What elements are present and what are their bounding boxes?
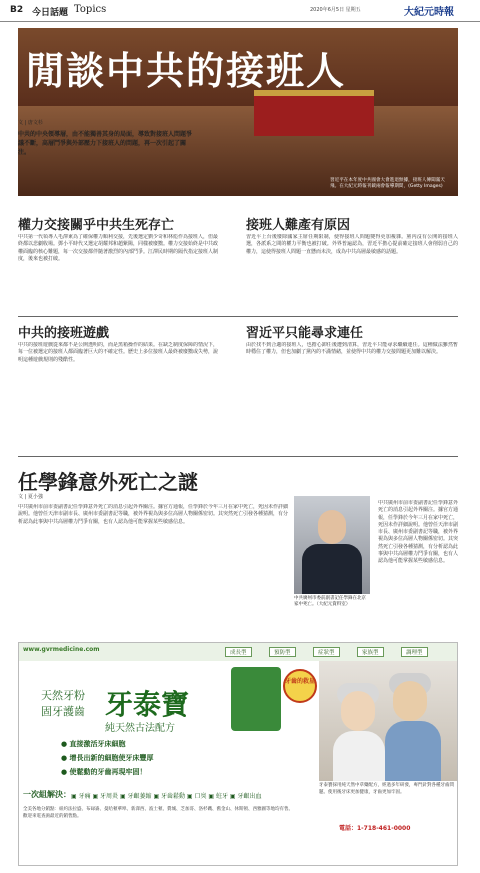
ad-category-pill[interactable]: 症狀型 <box>313 647 340 657</box>
page-number: B2 <box>10 5 24 15</box>
ad-category-pill[interactable]: 預防型 <box>269 647 296 657</box>
ad-website-logo[interactable]: www.gvrmedicine.com <box>23 646 100 653</box>
ad-category-pill[interactable]: 調理型 <box>401 647 428 657</box>
topics-label: Topics <box>74 4 107 15</box>
intro-text: 中共的中央領導層，由不能獨善其身的局面，導致對接班人問題爭議不斷，高層鬥爭與外部壓力下接班人的問題，再一次引起了關注。 <box>18 131 193 156</box>
lead-body: 中共廣州市前市委副書記任學鋒意外死亡的消息引起外界關注。據官方通報，任學鋒於今年三月在家中死亡，死因未作詳細說明。他曾任天津市副市長、廣州市委副書記等職，被外界視為與多位高層人物關係密切。其突然死亡引發各種猜測，有分析認為此事與中共高層權力鬥爭有關，也有人認為他可能掌握某些敏感信息。 <box>18 504 288 525</box>
ad-badge: 牙齒的救星 <box>283 669 317 703</box>
section-heading-1: 權力交接關乎中共生死存亡 <box>18 218 175 233</box>
page-header <box>0 0 480 22</box>
section-heading-2: 接班人難產有原因 <box>246 218 351 233</box>
section-body-4: 由於找不到合適的接班人，也擔心卸任後遭到清算，習近平只能尋求繼續連任。這種做法雖然暫時穩住了權力，但也加劇了黨內的不滿情緒，並使得中共的權力交接問題更加難以解決。 <box>246 342 458 356</box>
face <box>341 691 375 731</box>
newspaper-logo: 大紀元時報 <box>404 7 454 18</box>
ad-description: 牙泰寶採用純天然中草藥配方，經過多年研發，專門針對各種牙齒問題。使用後牙床更加健康，牙齒更加牢固。 <box>319 783 454 795</box>
product-box-image <box>231 667 281 731</box>
section-name: 今日話題 <box>32 8 69 18</box>
ad-symptom-tags: ▣ 牙痛 ▣ 牙周炎 ▣ 牙齦萎縮 ▣ 牙齒鬆動 ▣ 口臭 ▣ 蛀牙 ▣ 牙齦出血 <box>71 793 262 800</box>
ad-topbar <box>19 643 457 661</box>
portrait-suit <box>302 544 362 594</box>
ad-headline-2: 固牙護齒 <box>41 705 85 718</box>
portrait-photo <box>294 496 370 594</box>
ad-brand-name: 牙泰寶 <box>105 688 190 721</box>
ad-phone[interactable]: 電話：1-718-461-0000 <box>339 825 411 832</box>
dateline: 2020年6月5日 星期五 <box>310 7 361 13</box>
section-body-1: 中共第一代領導人毛澤東為了確保權力順利交接，先後選定劉少奇和林彪作為接班人，但最終都以悲劇收場。鄧小平時代又選定胡耀邦和趙紫陽，同樣被廢黜。權力交接始終是中共政權面臨的核心難題，每一次交接都伴隨著激烈的內部鬥爭。江澤民時期的隔代指定接班人制度，後來也被打破。 <box>18 234 218 262</box>
ad-category-pill[interactable]: 成長型 <box>225 647 252 657</box>
ad-solve-label: 一次組解決： <box>23 790 71 799</box>
ad-subtitle: 純天然古法配方 <box>105 723 175 734</box>
section-heading-3: 中共的接班遊戲 <box>18 326 110 341</box>
ad-contact-info: 全美各地分銷點：紐約法拉盛、布碌崙、曼哈頓華埠、新澤西、波士頓、費城、芝加哥、洛杉磯、舊金山、休斯頓、西雅圖等地均有售。歡迎來電查詢最近的銷售點。 <box>23 807 293 819</box>
ad-category-pill[interactable]: 家族型 <box>357 647 384 657</box>
ad-bullet: ● 直接激活牙床細胞 <box>61 740 126 748</box>
section-heading-4: 習近平只能尋求連任 <box>246 326 364 341</box>
ad-bullet: ● 使鬆動的牙齒再現牢固！ <box>61 768 147 776</box>
face <box>393 681 427 721</box>
byline: 文 | 唐文杉 <box>18 120 43 126</box>
ad-bullet: ● 增長出新的細胞使牙床豐厚 <box>61 754 154 762</box>
divider <box>18 456 458 457</box>
section-body-3: 中共的接班遊戲從來都不是公開透明的，而是黑箱操作的結果。在缺乏制度保障的情況下，每一位被選定的接班人都面臨著巨大的不確定性。歷史上多位接班人最終被廢黜或失勢，說明這種遊戲規則的殘酷性。 <box>18 342 218 363</box>
hero-caption: 習近平在本年度中共國會大會進退無據，接班人傳聞滿天飛。在大紀元時報刊載兩會報導期間，(Getty Images) <box>330 178 445 189</box>
advertisement[interactable] <box>18 642 458 866</box>
lead-headline: 任學鋒意外死亡之謎 <box>18 470 198 494</box>
body <box>385 721 441 781</box>
palace-building <box>254 90 374 136</box>
elderly-couple-photo <box>319 661 457 781</box>
lead-body-continued: 中共廣州市前市委副書記任學鋒意外死亡的消息引起外界關注。據官方通報，任學鋒於今年三月在家中死亡，死因未作詳細說明。他曾任天津市副市長、廣州市委副書記等職，被外界視為與多位高層人物關係密切。其突然死亡引發各種猜測，有分析認為此事與中共高層權力鬥爭有關，也有人認為他可能掌握某些敏感信息。 <box>378 500 458 565</box>
portrait-head <box>318 510 346 544</box>
section-body-2: 習近平上台後廢除國家主席任期限制，使得接班人問題變得更加複雜。黨內沒有公開的接班人選，各派系之間的權力平衡也被打破。外界普遍認為，習近平擔心提前確定接班人會削弱自己的權力，這使得接班人問題一直懸而未決，成為中共高層最敏感的話題。 <box>246 234 458 255</box>
divider <box>18 316 458 317</box>
lead-byline: 文 | 夏小強 <box>18 494 43 500</box>
ad-headline-1: 天然牙粉 <box>41 689 85 702</box>
hero-image <box>18 28 458 196</box>
photo-caption: 中共廣州市委前副書記任學鋒在北京家中死亡。（大紀元資料室） <box>294 596 366 607</box>
hero-title: 閒談中共的接班人 <box>26 48 347 93</box>
body <box>333 731 385 781</box>
